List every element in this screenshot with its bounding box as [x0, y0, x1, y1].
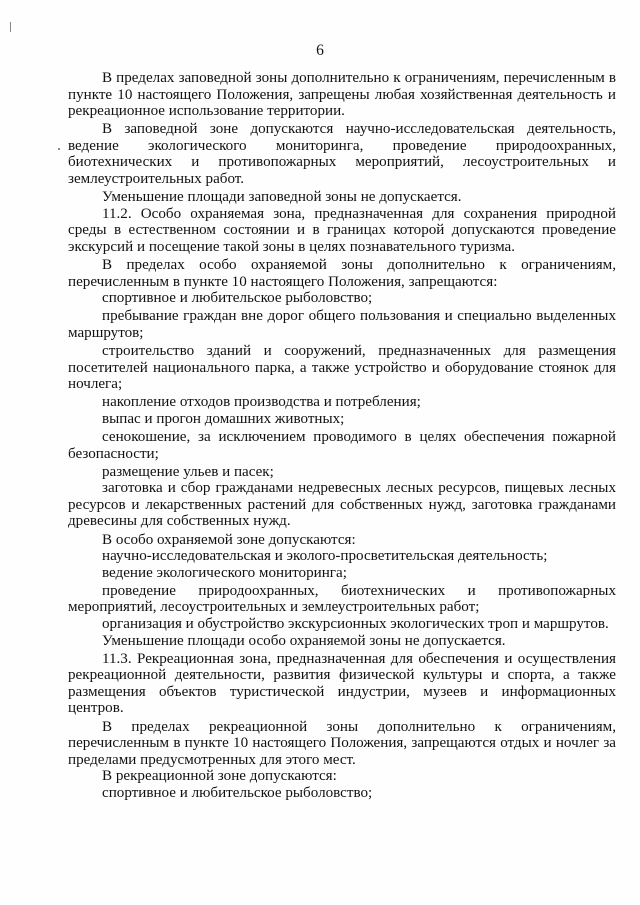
page-number: 6	[316, 42, 324, 59]
list-item-7: размещение ульев и пасек;	[102, 463, 274, 480]
list-item-5: выпас и прогон домашних животных;	[102, 410, 345, 427]
list-item-11: проведение природоохранных, биотехнических и противопожарных мероприятий, лесоустроительных и землеустроительных работ;	[68, 582, 616, 616]
list-item-12: организация и обустройство экскурсионных экологических троп и маршрутов.	[102, 616, 609, 632]
list-item-13: спортивное и любительское рыболовство;	[102, 784, 373, 801]
list-item-2: пребывание граждан вне дорог общего пользования и специально выделенных маршрутов;	[68, 308, 616, 341]
paragraph-6: В особо охраняемой зоне допускаются:	[102, 531, 356, 548]
list-item-6: сенокошение, за исключением проводимого в целях обеспечения пожарной безопасности;	[68, 428, 616, 462]
scan-mark	[10, 22, 11, 32]
paragraph-9: В пределах рекреационной зоны дополнительно к ограничениям, перечисленным в пункте 10 настоящего Положения, запрещаются отдых и ночлег за пределами предусмотренных для этого мест.	[68, 718, 616, 768]
paragraph-7: Уменьшение площади особо охраняемой зоны не допускается.	[102, 632, 506, 649]
list-item-3: строительство зданий и сооружений, предназначенных для размещения посетителей национального парка, а также устройство и оборудование стоянок для ночлега;	[68, 343, 616, 393]
paragraph-8: 11.3. Рекреационная зона, предназначенная для обеспечения и осуществления рекреационной деятельности, развития физической культуры и спорта, а также размещения объектов туристической индустрии, музеев и информационных центров.	[68, 650, 616, 717]
list-item-10: ведение экологического мониторинга;	[102, 564, 347, 581]
paragraph-10: В рекреационной зоне допускаются:	[102, 768, 337, 785]
paragraph-2: В заповедной зоне допускаются научно-исследовательская деятельность, ведение экологического мониторинга, проведение природоохранных, биотехнических и противопожарных мероприятий, лесоустроительных и землеустроительных работ.	[68, 121, 616, 188]
list-item-1: спортивное и любительское рыболовство;	[102, 290, 373, 307]
list-item-4: накопление отходов производства и потребления;	[102, 394, 421, 411]
document-body	[68, 70, 616, 802]
paragraph-5: В пределах особо охраняемой зоны дополнительно к ограничениям, перечисленным в пункте 10 настоящего Положения, запрещаются:	[68, 257, 616, 290]
paragraph-3: Уменьшение площади заповедной зоны не допускается.	[102, 189, 462, 206]
list-item-9: научно-исследовательская и эколого-просветительская деятельность;	[102, 548, 548, 565]
list-item-8: заготовка и сбор гражданами недревесных лесных ресурсов, пищевых лесных ресурсов и лекарственных растений для собственных нужд, заготовка гражданами древесины для собственных нужд.	[68, 480, 616, 530]
paragraph-4: 11.2. Особо охраняемая зона, предназначенная для сохранения природной среды в естественном состоянии и в границах которой допускаются проведение экскурсий и посещение такой зоны в целях познавательного туризма.	[68, 205, 616, 255]
paragraph-1: В пределах заповедной зоны дополнительно к ограничениям, перечисленным в пункте 10 настоящего Положения, запрещены любая хозяйственная деятельность и рекреационное использование территории.	[68, 70, 616, 120]
scan-speck	[58, 148, 60, 150]
